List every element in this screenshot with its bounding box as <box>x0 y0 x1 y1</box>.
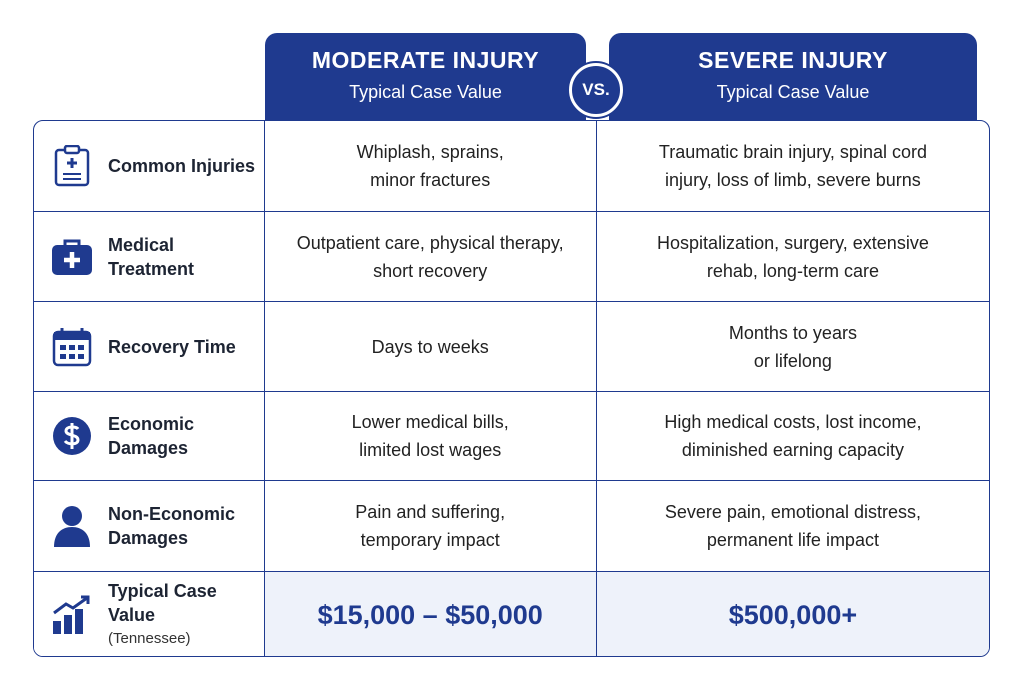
moderate-cell: Days to weeks <box>265 302 597 391</box>
row-label-cell <box>34 212 265 301</box>
moderate-cell: Outpatient care, physical therapy, short recovery <box>265 212 597 301</box>
row-label: Common Injuries <box>108 156 256 176</box>
row-label: Economic Damages <box>108 414 195 458</box>
summary-sublabel: (Tennessee) <box>108 630 191 647</box>
severe-cell: High medical costs, lost income, diminished earning capacity <box>664 412 922 460</box>
person-icon <box>48 502 96 550</box>
severe-value-cell <box>597 572 989 657</box>
table-row <box>34 302 989 392</box>
summary-label-group <box>108 579 264 651</box>
table-row <box>34 121 989 212</box>
row-label: Recovery Time <box>108 336 236 357</box>
medical-kit-icon <box>48 233 96 281</box>
row-label-cell <box>34 572 265 657</box>
moderate-cell: Lower medical bills, limited lost wages <box>265 392 597 480</box>
severe-case-value: $500,000+ <box>728 600 858 630</box>
moderate-subtitle: Typical Case Value <box>349 82 502 102</box>
severe-cell: Months to years or lifelong <box>728 322 857 371</box>
clipboard-icon <box>48 142 96 190</box>
comparison-table <box>33 120 990 657</box>
row-label-cell <box>34 121 265 211</box>
moderate-cell: Pain and suffering, temporary impact <box>265 481 597 571</box>
summary-row <box>34 572 989 657</box>
moderate-case-value: $15,000 – $50,000 <box>317 600 543 630</box>
row-label-cell <box>34 302 265 391</box>
growth-chart-icon <box>48 591 96 639</box>
severe-cell: Traumatic brain injury, spinal cord injury, loss of limb, severe burns <box>658 142 927 190</box>
severe-cell: Severe pain, emotional distress, permanent life impact <box>664 502 921 550</box>
moderate-title: MODERATE INJURY <box>311 47 540 73</box>
dollar-icon <box>48 412 96 460</box>
severe-header <box>609 33 977 128</box>
table-row <box>34 212 989 302</box>
severe-cell: Hospitalization, surgery, extensive rehab, long-term care <box>657 232 929 281</box>
moderate-header <box>265 33 586 128</box>
row-label: Non-Economic Damages <box>108 504 236 548</box>
row-label: Medical Treatment <box>108 234 195 279</box>
severe-title: SEVERE INJURY <box>698 47 888 73</box>
moderate-value-cell <box>265 572 597 657</box>
table-row <box>34 481 989 572</box>
vs-badge: VS. <box>569 63 623 117</box>
severe-subtitle: Typical Case Value <box>716 82 870 102</box>
row-label-cell <box>34 392 265 480</box>
moderate-cell: Whiplash, sprains, minor fractures <box>265 121 597 211</box>
row-label-cell <box>34 481 265 571</box>
summary-label: Typical Case Value <box>108 581 217 625</box>
calendar-icon <box>48 323 96 371</box>
table-row <box>34 392 989 481</box>
